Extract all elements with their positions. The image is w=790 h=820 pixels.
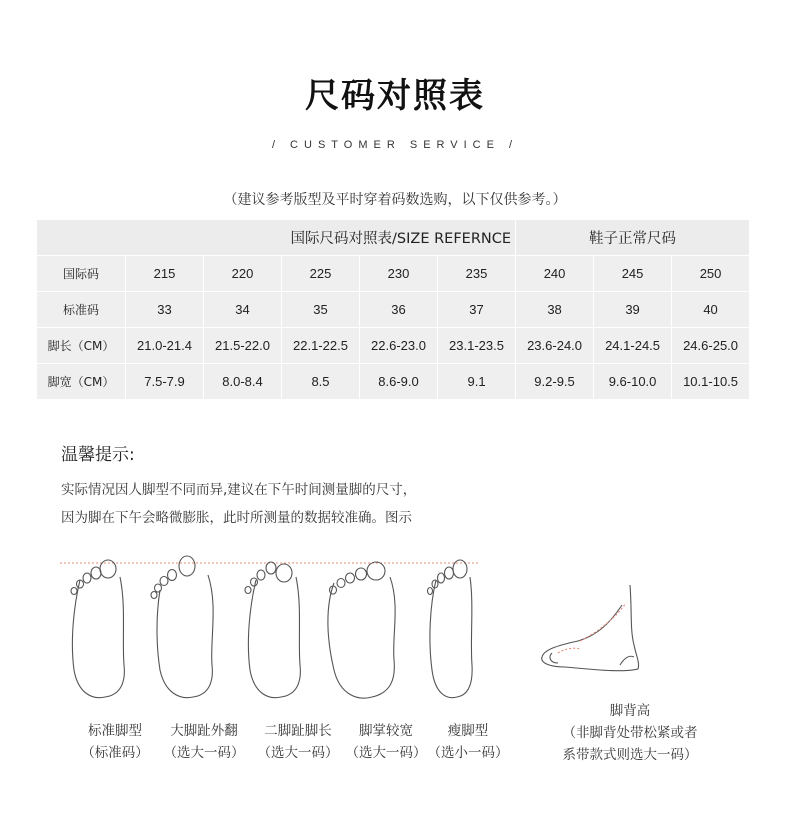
foot-type-advice: （标准码）: [81, 745, 149, 761]
table-cell: 10.1-10.5: [672, 364, 750, 400]
size-chart-table: [36, 219, 750, 400]
foot-type-name: 标准脚型: [88, 723, 142, 739]
bunion-foot-icon: [151, 556, 213, 698]
table-cell: 235: [438, 256, 516, 292]
table-cell: 230: [360, 256, 438, 292]
table-cell: 39: [594, 292, 672, 328]
table-cell: 21.5-22.0: [204, 328, 282, 364]
table-header-row: [37, 220, 750, 256]
instep-advice-line-1: （非脚背处带松紧或者: [562, 725, 698, 741]
table-header-normal-size: 鞋子正常尺码: [516, 220, 750, 256]
foot-caption-slim: [420, 720, 516, 764]
table-cell: 225: [282, 256, 360, 292]
table-cell: 9.6-10.0: [594, 364, 672, 400]
table-cell: 9.2-9.5: [516, 364, 594, 400]
wide-foot-icon: [328, 562, 395, 698]
table-cell: 8.0-8.4: [204, 364, 282, 400]
table-cell: 38: [516, 292, 594, 328]
table-cell: 22.1-22.5: [282, 328, 360, 364]
table-cell: 36: [360, 292, 438, 328]
table-cell: 33: [126, 292, 204, 328]
table-cell: 22.6-23.0: [360, 328, 438, 364]
page-subtitle: / CUSTOMER SERVICE /: [271, 139, 519, 151]
foot-caption-high-instep: [540, 700, 720, 766]
foot-type-name: 二脚趾脚长: [264, 723, 332, 739]
table-cell: 240: [516, 256, 594, 292]
foot-type-advice: （选大一码）: [345, 745, 427, 761]
row-label: 标准码: [37, 292, 126, 328]
table-row: [37, 364, 750, 400]
table-cell: 35: [282, 292, 360, 328]
table-cell: 23.1-23.5: [438, 328, 516, 364]
foot-type-name: 大脚趾外翻: [170, 723, 238, 739]
table-cell: 40: [672, 292, 750, 328]
foot-type-advice: （选小一码）: [427, 745, 509, 761]
table-cell: 250: [672, 256, 750, 292]
table-row: [37, 292, 750, 328]
table-cell: 34: [204, 292, 282, 328]
foot-type-name: 瘦脚型: [447, 723, 489, 739]
page-title: 尺码对照表: [305, 76, 485, 116]
foot-type-name: 脚掌较宽: [359, 723, 413, 739]
slim-foot-icon: [428, 560, 473, 698]
standard-foot-icon: [71, 560, 124, 698]
table-cell: 24.6-25.0: [672, 328, 750, 364]
instep-advice-line-2: 系带款式则选大一码）: [562, 747, 698, 763]
foot-type-advice: （选大一码）: [163, 745, 245, 761]
high-instep-foot-icon: [542, 585, 639, 671]
foot-caption-second-toe: [250, 720, 346, 764]
foot-shape-illustrations: [50, 545, 750, 715]
instep-name: 脚背高: [609, 703, 651, 719]
tips-title: 温馨提示:: [61, 445, 135, 465]
table-cell: 8.5: [282, 364, 360, 400]
foot-type-advice: （选大一码）: [257, 745, 339, 761]
table-cell: 245: [594, 256, 672, 292]
table-cell: 215: [126, 256, 204, 292]
table-cell: 9.1: [438, 364, 516, 400]
foot-caption-bunion: [156, 720, 252, 764]
table-row: [37, 328, 750, 364]
row-label: 脚宽（CM）: [37, 364, 126, 400]
table-cell: 24.1-24.5: [594, 328, 672, 364]
table-cell: 23.6-24.0: [516, 328, 594, 364]
table-cell: 220: [204, 256, 282, 292]
row-label: 脚长（CM）: [37, 328, 126, 364]
foot-caption-standard: [70, 720, 160, 764]
tips-line-1: 实际情况因人脚型不同而异,建议在下午时间测量脚的尺寸，: [61, 482, 417, 498]
table-cell: 7.5-7.9: [126, 364, 204, 400]
row-label: 国际码: [37, 256, 126, 292]
table-cell: 8.6-9.0: [360, 364, 438, 400]
reference-note: （建议参考版型及平时穿着码数选购，以下仅供参考。）: [223, 192, 567, 208]
tips-line-2: 因为脚在下午会略微膨胀，此时所测量的数据较准确。图示: [61, 510, 412, 526]
long-second-toe-foot-icon: [245, 562, 300, 698]
table-cell: 21.0-21.4: [126, 328, 204, 364]
table-cell: 37: [438, 292, 516, 328]
table-header-title: 国际尺码对照表/SIZE REFERNCE: [37, 220, 516, 256]
table-row: [37, 256, 750, 292]
